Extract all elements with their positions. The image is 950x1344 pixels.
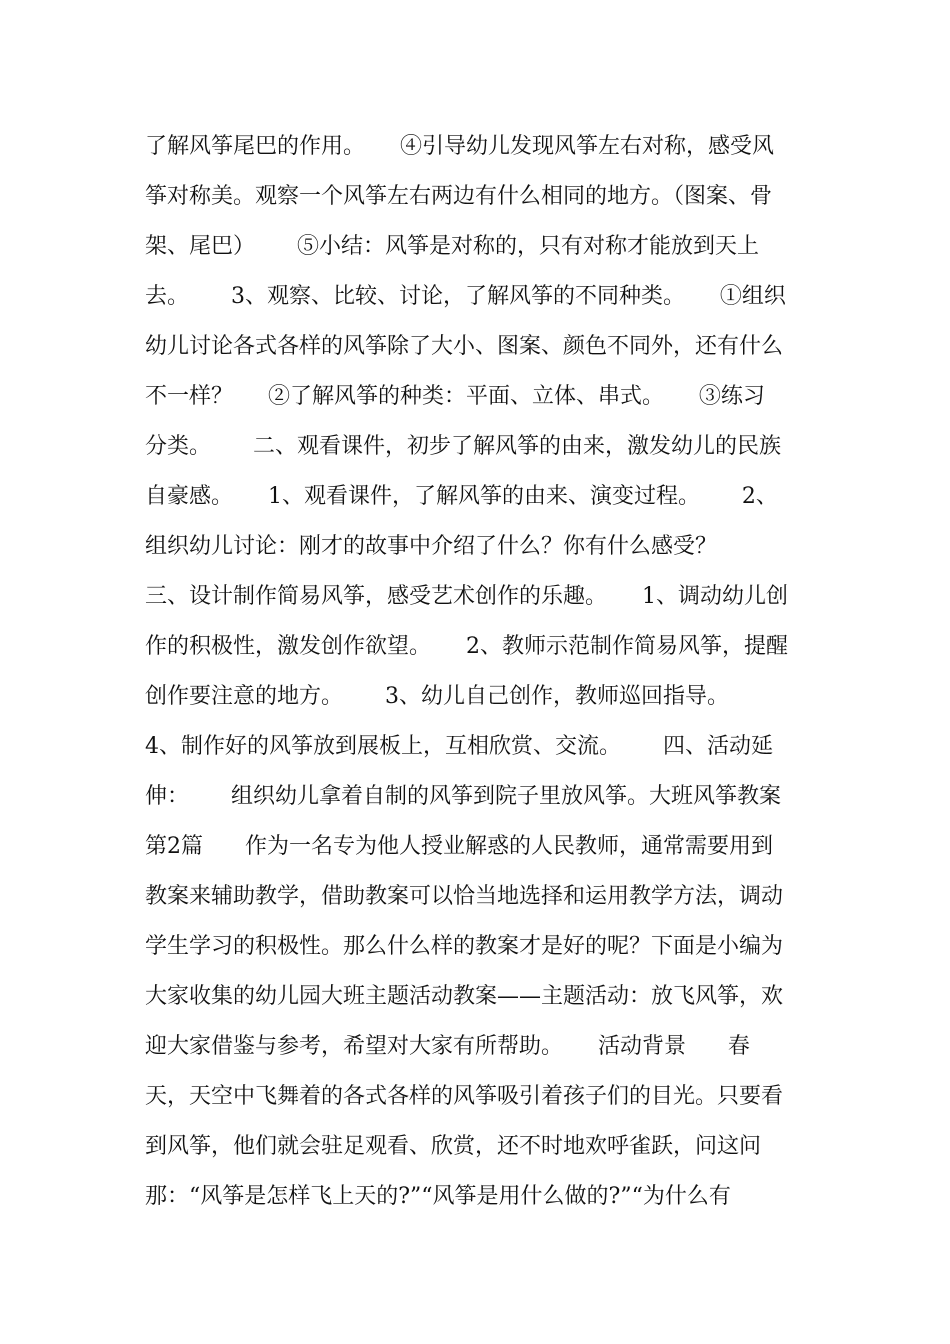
text-line-7: 分类。 二、观看课件，初步了解风筝的由来，激发幼儿的民族 <box>145 434 781 459</box>
text-line-14: 伸： 组织幼儿拿着自制的风筝到院子里放风筝。大班风筝教案 <box>145 784 781 809</box>
text-line-3: 架、尾巴） ⑤小结：风筝是对称的，只有对称才能放到天上 <box>145 234 759 259</box>
text-line-20: 天，天空中飞舞着的各式各样的风筝吸引着孩子们的目光。只要看 <box>145 1084 784 1109</box>
text-line-11: 作的积极性，激发创作欲望。 2、教师示范制作简易风筝，提醒 <box>145 634 788 659</box>
text-line-22: 那：“风筝是怎样飞上天的?”“风筝是用什么做的?”“为什么有 <box>145 1184 731 1209</box>
text-line-16: 教案来辅助教学，借助教案可以恰当地选择和运用教学方法，调动 <box>145 884 784 909</box>
text-line-17: 学生学习的积极性。那么什么样的教案才是好的呢？下面是小编为 <box>145 934 784 959</box>
text-line-1: 了解风筝尾巴的作用。 ④引导幼儿发现风筝左右对称，感受风 <box>145 134 774 159</box>
text-line-12: 创作要注意的地方。 3、幼儿自己创作，教师巡回指导。 <box>145 684 729 709</box>
text-line-6: 不一样？ ②了解风筝的种类：平面、立体、串式。 ③练习 <box>145 384 765 409</box>
text-line-2: 筝对称美。观察一个风筝左右两边有什么相同的地方。（图案、骨 <box>145 184 773 209</box>
text-line-13: 4、制作好的风筝放到展板上，互相欣赏、交流。 四、活动延 <box>145 734 773 759</box>
text-line-8: 自豪感。 1、观看课件，了解风筝的由来、演变过程。 2、 <box>145 484 778 509</box>
text-line-5: 幼儿讨论各式各样的风筝除了大小、图案、颜色不同外，还有什么 <box>145 334 784 359</box>
text-line-18: 大家收集的幼儿园大班主题活动教案——主题活动：放飞风筝，欢 <box>145 984 784 1009</box>
text-line-4: 去。 3、观察、比较、讨论，了解风筝的不同种类。 ①组织 <box>145 284 786 309</box>
text-line-15: 第2篇 作为一名专为他人授业解惑的人民教师，通常需要用到 <box>145 834 773 859</box>
text-line-19: 迎大家借鉴与参考，希望对大家有所帮助。 活动背景 春 <box>145 1034 750 1059</box>
body-text <box>145 122 810 1222</box>
text-line-21: 到风筝，他们就会驻足观看、欣赏，还不时地欢呼雀跃，问这问 <box>145 1134 762 1159</box>
text-line-9: 组织幼儿讨论：刚才的故事中介绍了什么？你有什么感受？ <box>145 534 718 559</box>
text-line-10: 三、设计制作简易风筝，感受艺术创作的乐趣。 1、调动幼儿创 <box>145 584 788 609</box>
